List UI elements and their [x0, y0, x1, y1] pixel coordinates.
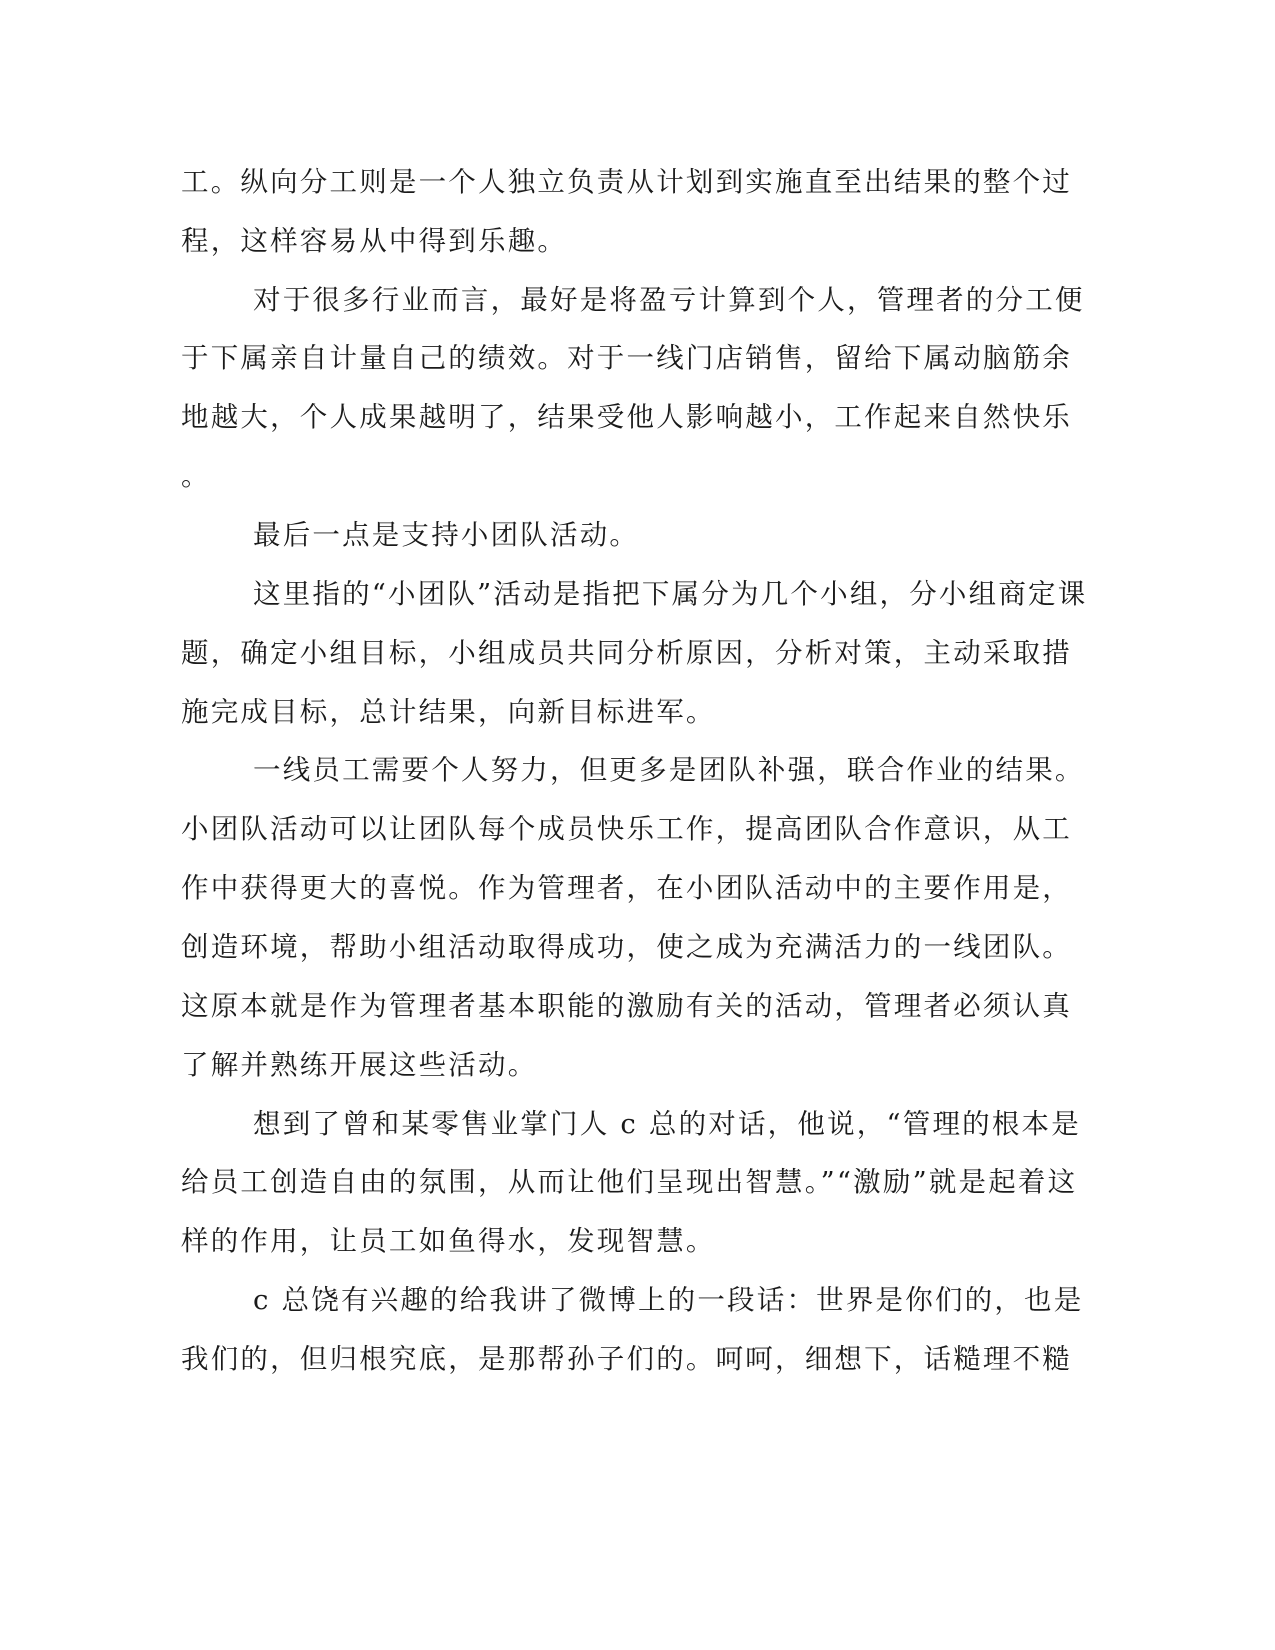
- paragraph-line: 一线员工需要个人努力，但更多是团队补强，联合作业的结果。: [253, 754, 1085, 786]
- paragraph-line: 想到了曾和某零售业掌门人 c 总的对话，他说，“管理的根本是: [253, 1108, 1081, 1140]
- paragraph-line: 对于很多行业而言，最好是将盈亏计算到个人，管理者的分工便: [253, 284, 1085, 316]
- paragraph-line: 我们的，但归根究底，是那帮孙子们的。呵呵，细想下，话糙理不糙: [181, 1343, 1072, 1375]
- paragraph-line: 作中获得更大的喜悦。作为管理者，在小团队活动中的主要作用是，: [181, 872, 1072, 904]
- paragraph-line: 于下属亲自计量自己的绩效。对于一线门店销售，留给下属动脑筋余: [181, 342, 1072, 374]
- paragraph-line: 程，这样容易从中得到乐趣。: [181, 225, 568, 257]
- paragraph-line: 这里指的“小团队”活动是指把下属分为几个小组，分小组商定课: [253, 578, 1088, 610]
- paragraph-line: 创造环境，帮助小组活动取得成功，使之成为充满活力的一线团队。: [181, 931, 1072, 963]
- paragraph-line: 了解并熟练开展这些活动。: [181, 1049, 538, 1081]
- paragraph-line: 小团队活动可以让团队每个成员快乐工作，提高团队合作意识，从工: [181, 813, 1072, 845]
- paragraph-line: 样的作用，让员工如鱼得水，发现智慧。: [181, 1225, 716, 1257]
- paragraph-line: 题，确定小组目标，小组成员共同分析原因，分析对策，主动采取措: [181, 637, 1072, 669]
- paragraph-line: 这原本就是作为管理者基本职能的激励有关的活动，管理者必须认真: [181, 990, 1072, 1022]
- paragraph-line: 地越大，个人成果越明了，结果受他人影响越小，工作起来自然快乐: [181, 401, 1072, 433]
- paragraph-line: 给员工创造自由的氛围，从而让他们呈现出智慧。”“激励”就是起着这: [181, 1166, 1078, 1198]
- paragraph-line: c 总饶有兴趣的给我讲了微博上的一段话：世界是你们的，也是: [253, 1284, 1084, 1316]
- paragraph-line: 。: [181, 460, 211, 492]
- paragraph-line: 最后一点是支持小团队活动。: [253, 519, 640, 551]
- paragraph-line: 施完成目标，总计结果，向新目标进军。: [181, 696, 716, 728]
- paragraph-line: 工。纵向分工则是一个人独立负责从计划到实施直至出结果的整个过: [181, 166, 1072, 198]
